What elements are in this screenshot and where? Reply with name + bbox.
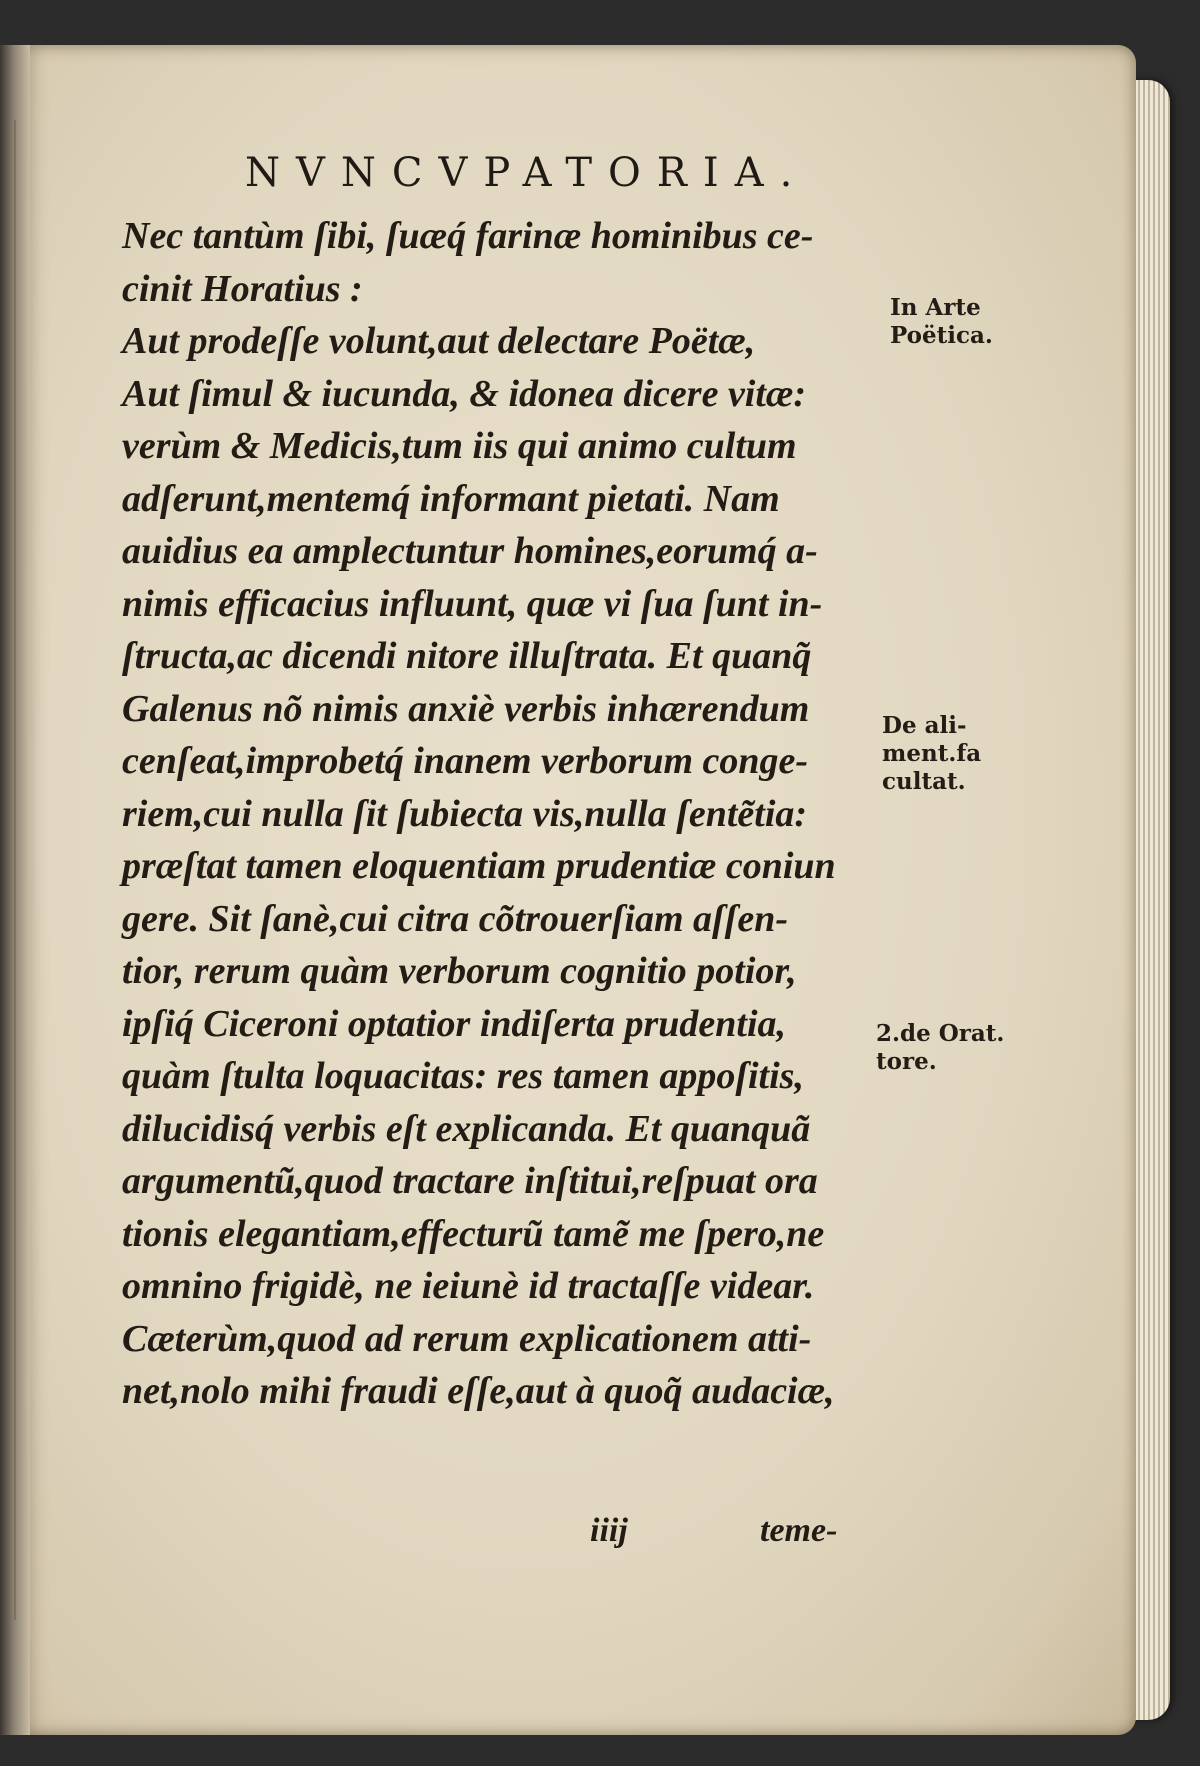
text-line: quàm ſtulta loquacitas: res tamen appoſitis, <box>122 1055 804 1097</box>
text-line: tionis elegantiam,effecturũ tamẽ me ſpero,ne <box>122 1212 825 1255</box>
margin-note-line: ment.fa <box>882 740 982 767</box>
text-line: nimis efficacius influunt, quæ vi ſua ſunt in- <box>122 582 823 625</box>
text-line: præſtat tamen eloquentiam prudentiæ coniun <box>122 845 836 887</box>
margin-note-line: De ali- <box>882 712 967 739</box>
text-line: argumentũ,quod tractare inſtitui,reſpuat ora <box>122 1160 818 1202</box>
body-text <box>122 210 836 1418</box>
text-line: ipſiq́ Ciceroni optatior indiſerta prudentia, <box>122 1002 786 1045</box>
text-line: auidius ea amplectuntur homines,eorumq́ a- <box>122 530 818 572</box>
text-line: Aut ſimul & iucunda, & idonea dicere vitæ: <box>122 372 807 415</box>
text-line: Nec tantùm ſibi, ſuæq́ farinæ hominibus ce- <box>122 215 814 257</box>
signature-mark: iiij <box>590 1512 628 1549</box>
text-line: dilucidisq́ verbis eſt explicanda. Et quanquã <box>122 1107 811 1150</box>
text-line: ſtructa,ac dicendi nitore illuſtrata. Et quanq̃ <box>122 635 812 677</box>
text-line: omnino frigidè, ne ieiunè id tractaſſe videar. <box>122 1265 815 1307</box>
margin-note-arte-poetica <box>890 294 993 350</box>
catchword: teme- <box>760 1512 838 1549</box>
text-line: cinit Horatius : <box>122 267 363 310</box>
margin-note-de-oratore <box>876 1020 1004 1076</box>
text-line: cenſeat,improbetq́ inanem verborum conge- <box>122 740 809 782</box>
text-line: Cæterùm,quod ad rerum explicationem atti- <box>122 1317 812 1360</box>
text-line: adſerunt,mentemq́ informant pietati. Nam <box>122 477 780 520</box>
running-header: NVNCVPATORIA. <box>245 150 809 196</box>
margin-note-line: cultat. <box>882 768 966 795</box>
margin-note-de-aliment <box>882 712 981 796</box>
margin-note-line: In Arte <box>890 294 981 321</box>
text-line: gere. Sit ſanè,cui citra cõtrouerſiam aſſen- <box>122 897 788 940</box>
margin-note-line: 2.de Orat. <box>876 1020 1005 1047</box>
text-line: net,nolo mihi fraudi eſſe,aut à quoq̃ audaciæ, <box>122 1370 835 1412</box>
text-line: verùm & Medicis,tum iis qui animo cultum <box>122 425 797 467</box>
margin-note-line: tore. <box>876 1048 937 1075</box>
text-line: tior, rerum quàm verborum cognitio potior, <box>122 950 797 992</box>
margin-note-line: Poëtica. <box>890 322 993 349</box>
gutter-shadow <box>14 120 16 1620</box>
text-line: Galenus nõ nimis anxiè verbis inhærendum <box>122 687 810 730</box>
text-line: Aut prodeſſe volunt,aut delectare Poëtæ, <box>122 320 756 362</box>
text-line: riem,cui nulla ſit ſubiecta vis,nulla ſentẽtia: <box>122 792 808 835</box>
